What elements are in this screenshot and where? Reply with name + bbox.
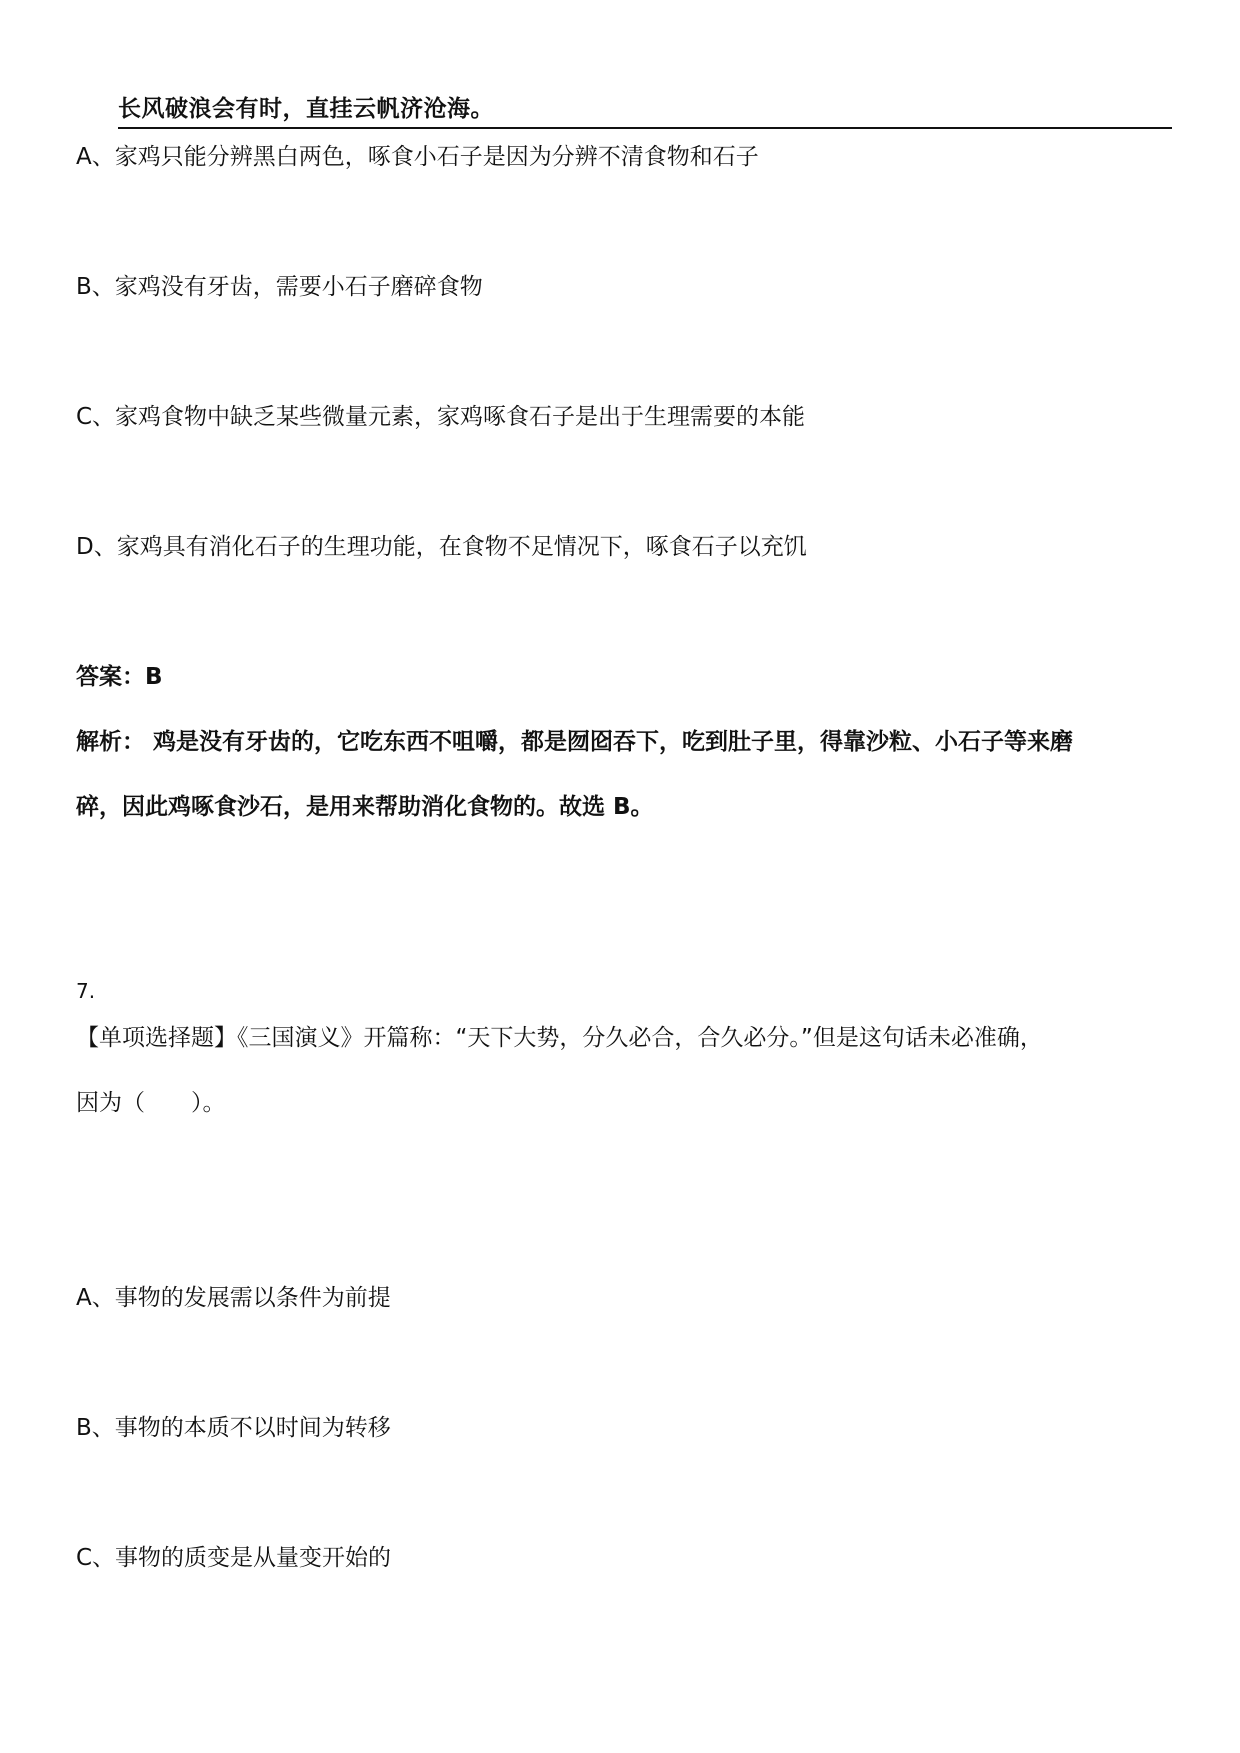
q6-analysis-line-1: 解析： 鸡是没有牙齿的，它吃东西不咀嚼，都是囫囵吞下，吃到肚子里，得靠沙粒、小石子等来磨 bbox=[76, 729, 1074, 755]
q6-option-c: C、家鸡食物中缺乏某些微量元素，家鸡啄食石子是出于生理需要的本能 bbox=[76, 404, 806, 430]
q7-stem-line-2: 因为（ ）。 bbox=[76, 1090, 226, 1116]
q6-option-b: B、家鸡没有牙齿，需要小石子磨碎食物 bbox=[76, 274, 483, 300]
q7-number: 7. bbox=[76, 979, 96, 1003]
q6-option-d: D、家鸡具有消化石子的生理功能，在食物不足情况下，啄食石子以充饥 bbox=[76, 534, 807, 560]
header-rule bbox=[118, 127, 1172, 129]
q7-option-c: C、事物的质变是从量变开始的 bbox=[76, 1545, 392, 1571]
q6-answer: 答案：B bbox=[76, 664, 163, 690]
header-motto: 长风破浪会有时，直挂云帆济沧海。 bbox=[118, 95, 494, 122]
q7-option-b: B、事物的本质不以时间为转移 bbox=[76, 1415, 391, 1441]
q6-analysis-line-2: 碎，因此鸡啄食沙石，是用来帮助消化食物的。故选 B。 bbox=[76, 794, 654, 820]
q7-option-a: A、事物的发展需以条件为前提 bbox=[76, 1285, 391, 1311]
q7-stem-line-1: 【单项选择题】《三国演义》开篇称：“天下大势，分久必合，合久必分。”但是这句话未必准确， bbox=[76, 1025, 1043, 1051]
q6-option-a: A、家鸡只能分辨黑白两色，啄食小石子是因为分辨不清食物和石子 bbox=[76, 144, 759, 170]
